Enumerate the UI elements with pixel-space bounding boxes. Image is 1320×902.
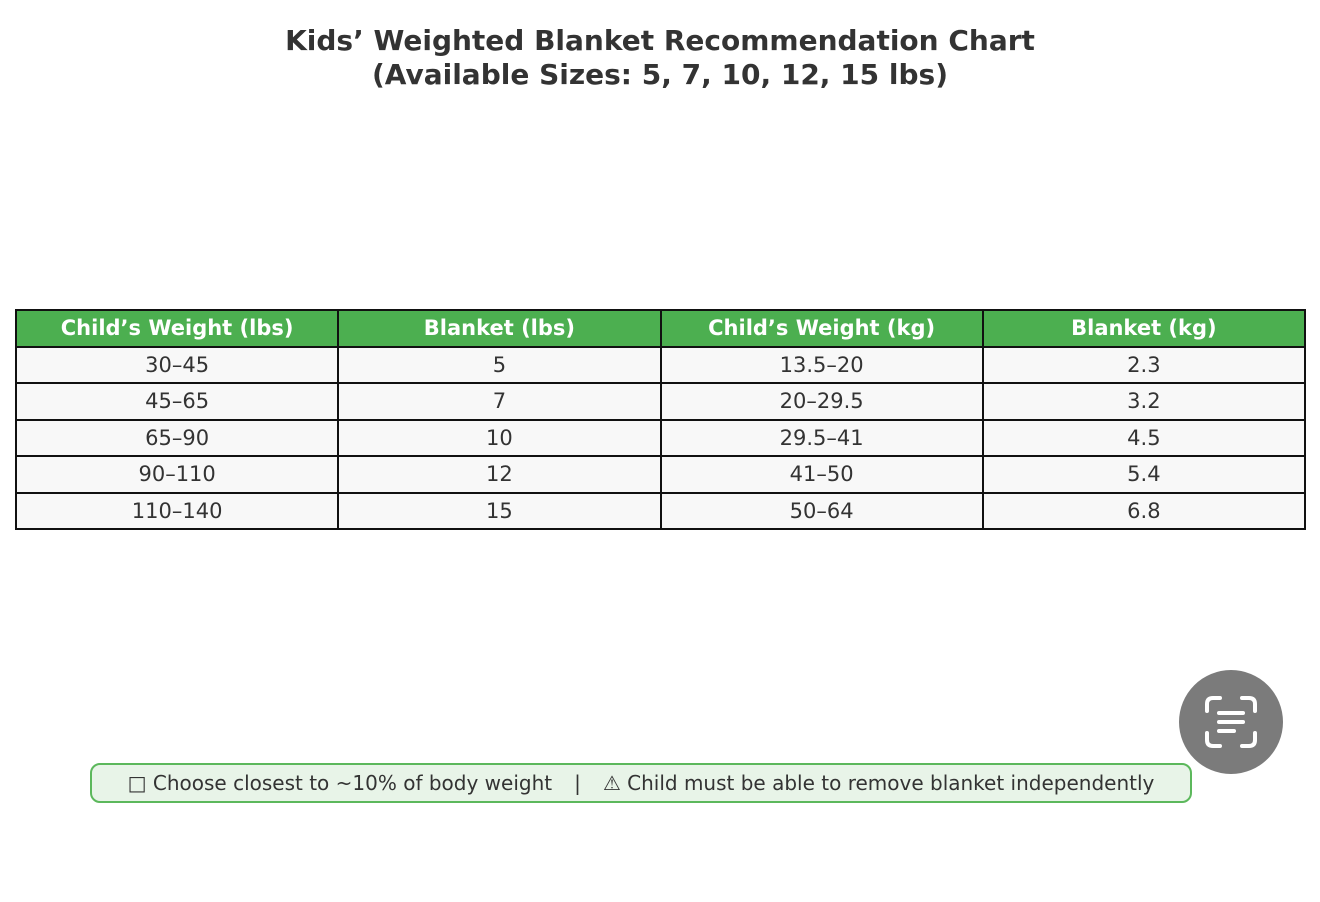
table-cell: 20–29.5 [661, 383, 983, 420]
note-weight-guidance: Choose closest to ~10% of body weight [152, 771, 553, 795]
table-cell: 12 [338, 456, 660, 493]
table-cell: 7 [338, 383, 660, 420]
table-cell: 90–110 [16, 456, 338, 493]
text-scan-button[interactable] [1179, 670, 1283, 774]
table-cell: 15 [338, 493, 660, 530]
table-header-row [16, 310, 1305, 347]
text-scan-icon [1203, 694, 1259, 750]
chart-title-line-1: Kids’ Weighted Blanket Recommendation Chart [285, 24, 1035, 57]
table-cell: 2.3 [983, 347, 1305, 384]
chart-title [0, 24, 1320, 92]
table-cell: 6.8 [983, 493, 1305, 530]
table-row [16, 420, 1305, 457]
note-separator: | [574, 771, 581, 795]
table-cell: 65–90 [16, 420, 338, 457]
table-cell: 30–45 [16, 347, 338, 384]
column-header: Child’s Weight (lbs) [16, 310, 338, 347]
table-cell: 13.5–20 [661, 347, 983, 384]
table-cell: 4.5 [983, 420, 1305, 457]
column-header: Blanket (kg) [983, 310, 1305, 347]
recommendation-table [15, 309, 1306, 530]
table-row [16, 383, 1305, 420]
table-row [16, 347, 1305, 384]
guidance-note [90, 763, 1192, 803]
chart-title-line-2: (Available Sizes: 5, 7, 10, 12, 15 lbs) [372, 58, 948, 91]
table-cell: 5.4 [983, 456, 1305, 493]
warning-icon: ⚠ [602, 771, 621, 795]
table-cell: 3.2 [983, 383, 1305, 420]
table-cell: 10 [338, 420, 660, 457]
table-cell: 29.5–41 [661, 420, 983, 457]
table-cell: 5 [338, 347, 660, 384]
table-cell: 41–50 [661, 456, 983, 493]
table-row [16, 456, 1305, 493]
table-cell: 110–140 [16, 493, 338, 530]
table-cell: 50–64 [661, 493, 983, 530]
column-header: Child’s Weight (kg) [661, 310, 983, 347]
table-cell: 45–65 [16, 383, 338, 420]
column-header: Blanket (lbs) [338, 310, 660, 347]
placeholder-glyph-icon: □ [127, 771, 147, 795]
note-safety-warning: Child must be able to remove blanket independently [627, 771, 1155, 795]
table-row [16, 493, 1305, 530]
